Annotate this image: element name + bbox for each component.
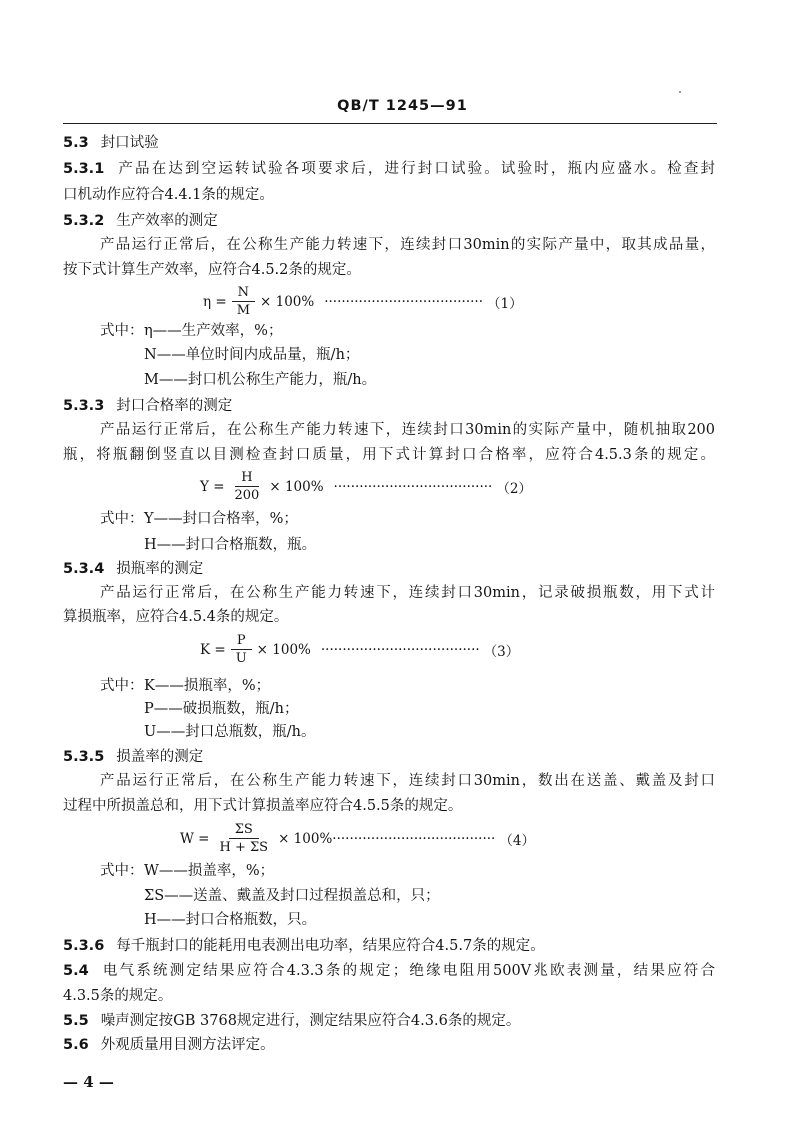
section-5-3-2-heading <box>63 211 218 231</box>
where-label: 式中： <box>100 323 144 339</box>
paragraph-text: 电气系统测定结果应符合4.3.3条的规定；绝缘电阻用500V兆欧表测量，结果应符合 <box>100 963 715 979</box>
formula-lhs: Y = <box>200 478 225 495</box>
symbol-definition: η——生产效率，%； <box>144 323 283 339</box>
section-5-3-3-line1: 产品运行正常后，在公称生产能力转速下，连续封口30min的实际产量中，随机抽取200 <box>100 422 715 438</box>
section-5-3-3-heading <box>63 396 232 416</box>
section-5-3-2-line2: 按下式计算生产效率，应符合4.5.2条的规定。 <box>63 262 361 278</box>
equation-number: （3） <box>483 643 520 660</box>
paragraph-text: 外观质量用目测方法评定。 <box>100 1037 275 1053</box>
formula-lhs: W = <box>180 830 210 847</box>
formula-tail: × 100% <box>256 641 311 658</box>
section-5-3-4-line1: 产品运行正常后，在公称生产能力转速下，连续封口30min，记录破损瓶数，用下式计 <box>100 585 715 601</box>
fraction-denominator: M <box>236 303 251 318</box>
formula-3 <box>200 632 519 667</box>
where-label: 式中： <box>100 863 144 879</box>
section-5-3-2-line1: 产品运行正常后，在公称生产能力转速下，连续封口30min的实际产量中，取其成品量， <box>100 237 715 253</box>
section-5-3-6 <box>63 936 545 956</box>
section-title: 损盖率的测定 <box>116 749 204 765</box>
formula-fraction <box>230 632 253 667</box>
paragraph-text: 每千瓶封口的能耗用电表测出电功率，结果应符合4.5.7条的规定。 <box>116 938 545 954</box>
formula-tail: × 100% <box>269 478 324 495</box>
page-number: — 4 — <box>63 1073 114 1091</box>
formula-tail: × 100% <box>260 293 315 310</box>
fraction-numerator: ΣS <box>229 821 259 839</box>
section-5-3-4-heading <box>63 559 203 579</box>
section-number: 5.3.1 <box>63 161 105 177</box>
standard-number-header: QB/T 1245—91 <box>337 98 468 114</box>
equation-number: （4） <box>499 832 535 849</box>
equation-number: （1） <box>487 295 523 312</box>
section-number: 5.3.3 <box>63 398 105 414</box>
symbol-definition: ΣS——送盖、戴盖及封口过程损盖总和，只； <box>144 888 440 904</box>
section-5-6 <box>63 1035 275 1055</box>
leader-dots: ····································· <box>324 293 483 310</box>
section-number: 5.3 <box>63 135 89 151</box>
symbol-definition: H——封口合格瓶数，只。 <box>144 912 317 928</box>
formula-fraction <box>231 284 256 319</box>
symbol-definition: Y——封口合格率，%； <box>144 511 298 527</box>
section-number: 5.3.6 <box>63 938 105 954</box>
formula-tail: × 100% <box>278 830 333 847</box>
fraction-denominator: H + ΣS <box>219 840 269 855</box>
section-5-3-5-line2: 过程中所损盖总和，用下式计算损盖率应符合4.5.5条的规定。 <box>63 798 463 814</box>
section-5-3-5-line1: 产品运行正常后，在公称生产能力转速下，连续封口30min，数出在送盖、戴盖及封口 <box>100 773 715 789</box>
leader-dots: ······································ <box>332 830 496 847</box>
section-title: 封口合格率的测定 <box>116 398 233 414</box>
symbol-definition: H——封口合格瓶数，瓶。 <box>144 537 317 553</box>
section-5-3-3-line2: 瓶，将瓶翻倒竖直以目测检查封口质量，用下式计算封口合格率，应符合4.5.3条的规定。 <box>63 447 715 463</box>
formula-fraction <box>229 469 266 504</box>
formula-1 <box>203 284 523 319</box>
paragraph-text: 噪声测定按GB 3768规定进行，测定结果应符合4.3.6条的规定。 <box>100 1013 521 1029</box>
symbol-definition: M——封口机公称生产能力，瓶/h。 <box>144 372 377 388</box>
where-label: 式中： <box>100 511 144 527</box>
fraction-numerator: N <box>232 284 255 302</box>
formula-2 <box>200 469 532 504</box>
section-5-4-line2: 4.3.5条的规定。 <box>63 988 173 1004</box>
section-number: 5.4 <box>63 963 89 979</box>
formula-lhs: η = <box>203 293 227 310</box>
paragraph-text: 产品在达到空运转试验各项要求后，进行封口试验。试验时，瓶内应盛水。检查封 <box>116 161 715 177</box>
section-number: 5.3.2 <box>63 213 105 229</box>
header-rule <box>63 123 717 124</box>
formula-fraction <box>213 821 274 856</box>
symbol-definition: U——封口总瓶数，瓶/h。 <box>144 724 316 740</box>
section-title: 生产效率的测定 <box>116 213 218 229</box>
symbol-definition: P——破损瓶数，瓶/h； <box>144 701 299 717</box>
section-5-3-heading <box>63 133 159 153</box>
scan-speck <box>679 91 681 93</box>
section-number: 5.5 <box>63 1013 89 1029</box>
symbol-definition: W——损盖率，%； <box>144 863 275 879</box>
section-title: 损瓶率的测定 <box>116 561 204 577</box>
section-number: 5.3.5 <box>63 749 105 765</box>
leader-dots: ····································· <box>320 641 480 658</box>
section-5-3-1-line2: 口机动作应符合4.4.1条的规定。 <box>63 187 274 203</box>
section-5-5 <box>63 1011 520 1031</box>
equation-number: （2） <box>496 480 532 497</box>
section-number: 5.6 <box>63 1037 89 1053</box>
symbol-definition: N——单位时间内成品量，瓶/h； <box>144 347 360 363</box>
section-title: 封口试验 <box>100 135 159 151</box>
fraction-numerator: P <box>231 632 252 650</box>
section-5-3-1-line1 <box>63 159 715 179</box>
formula-lhs: K = <box>200 641 226 658</box>
fraction-numerator: H <box>235 469 258 487</box>
section-5-3-4-line2: 算损瓶率，应符合4.5.4条的规定。 <box>63 609 289 625</box>
section-number: 5.3.4 <box>63 561 105 577</box>
section-5-3-5-heading <box>63 747 203 767</box>
formula-4 <box>180 821 535 856</box>
fraction-denominator: U <box>235 651 247 666</box>
where-label: 式中： <box>100 678 144 694</box>
symbol-definition: K——损瓶率，%； <box>144 678 271 694</box>
section-5-4-line1 <box>63 961 715 981</box>
leader-dots: ····································· <box>333 478 493 495</box>
fraction-denominator: 200 <box>234 488 260 503</box>
